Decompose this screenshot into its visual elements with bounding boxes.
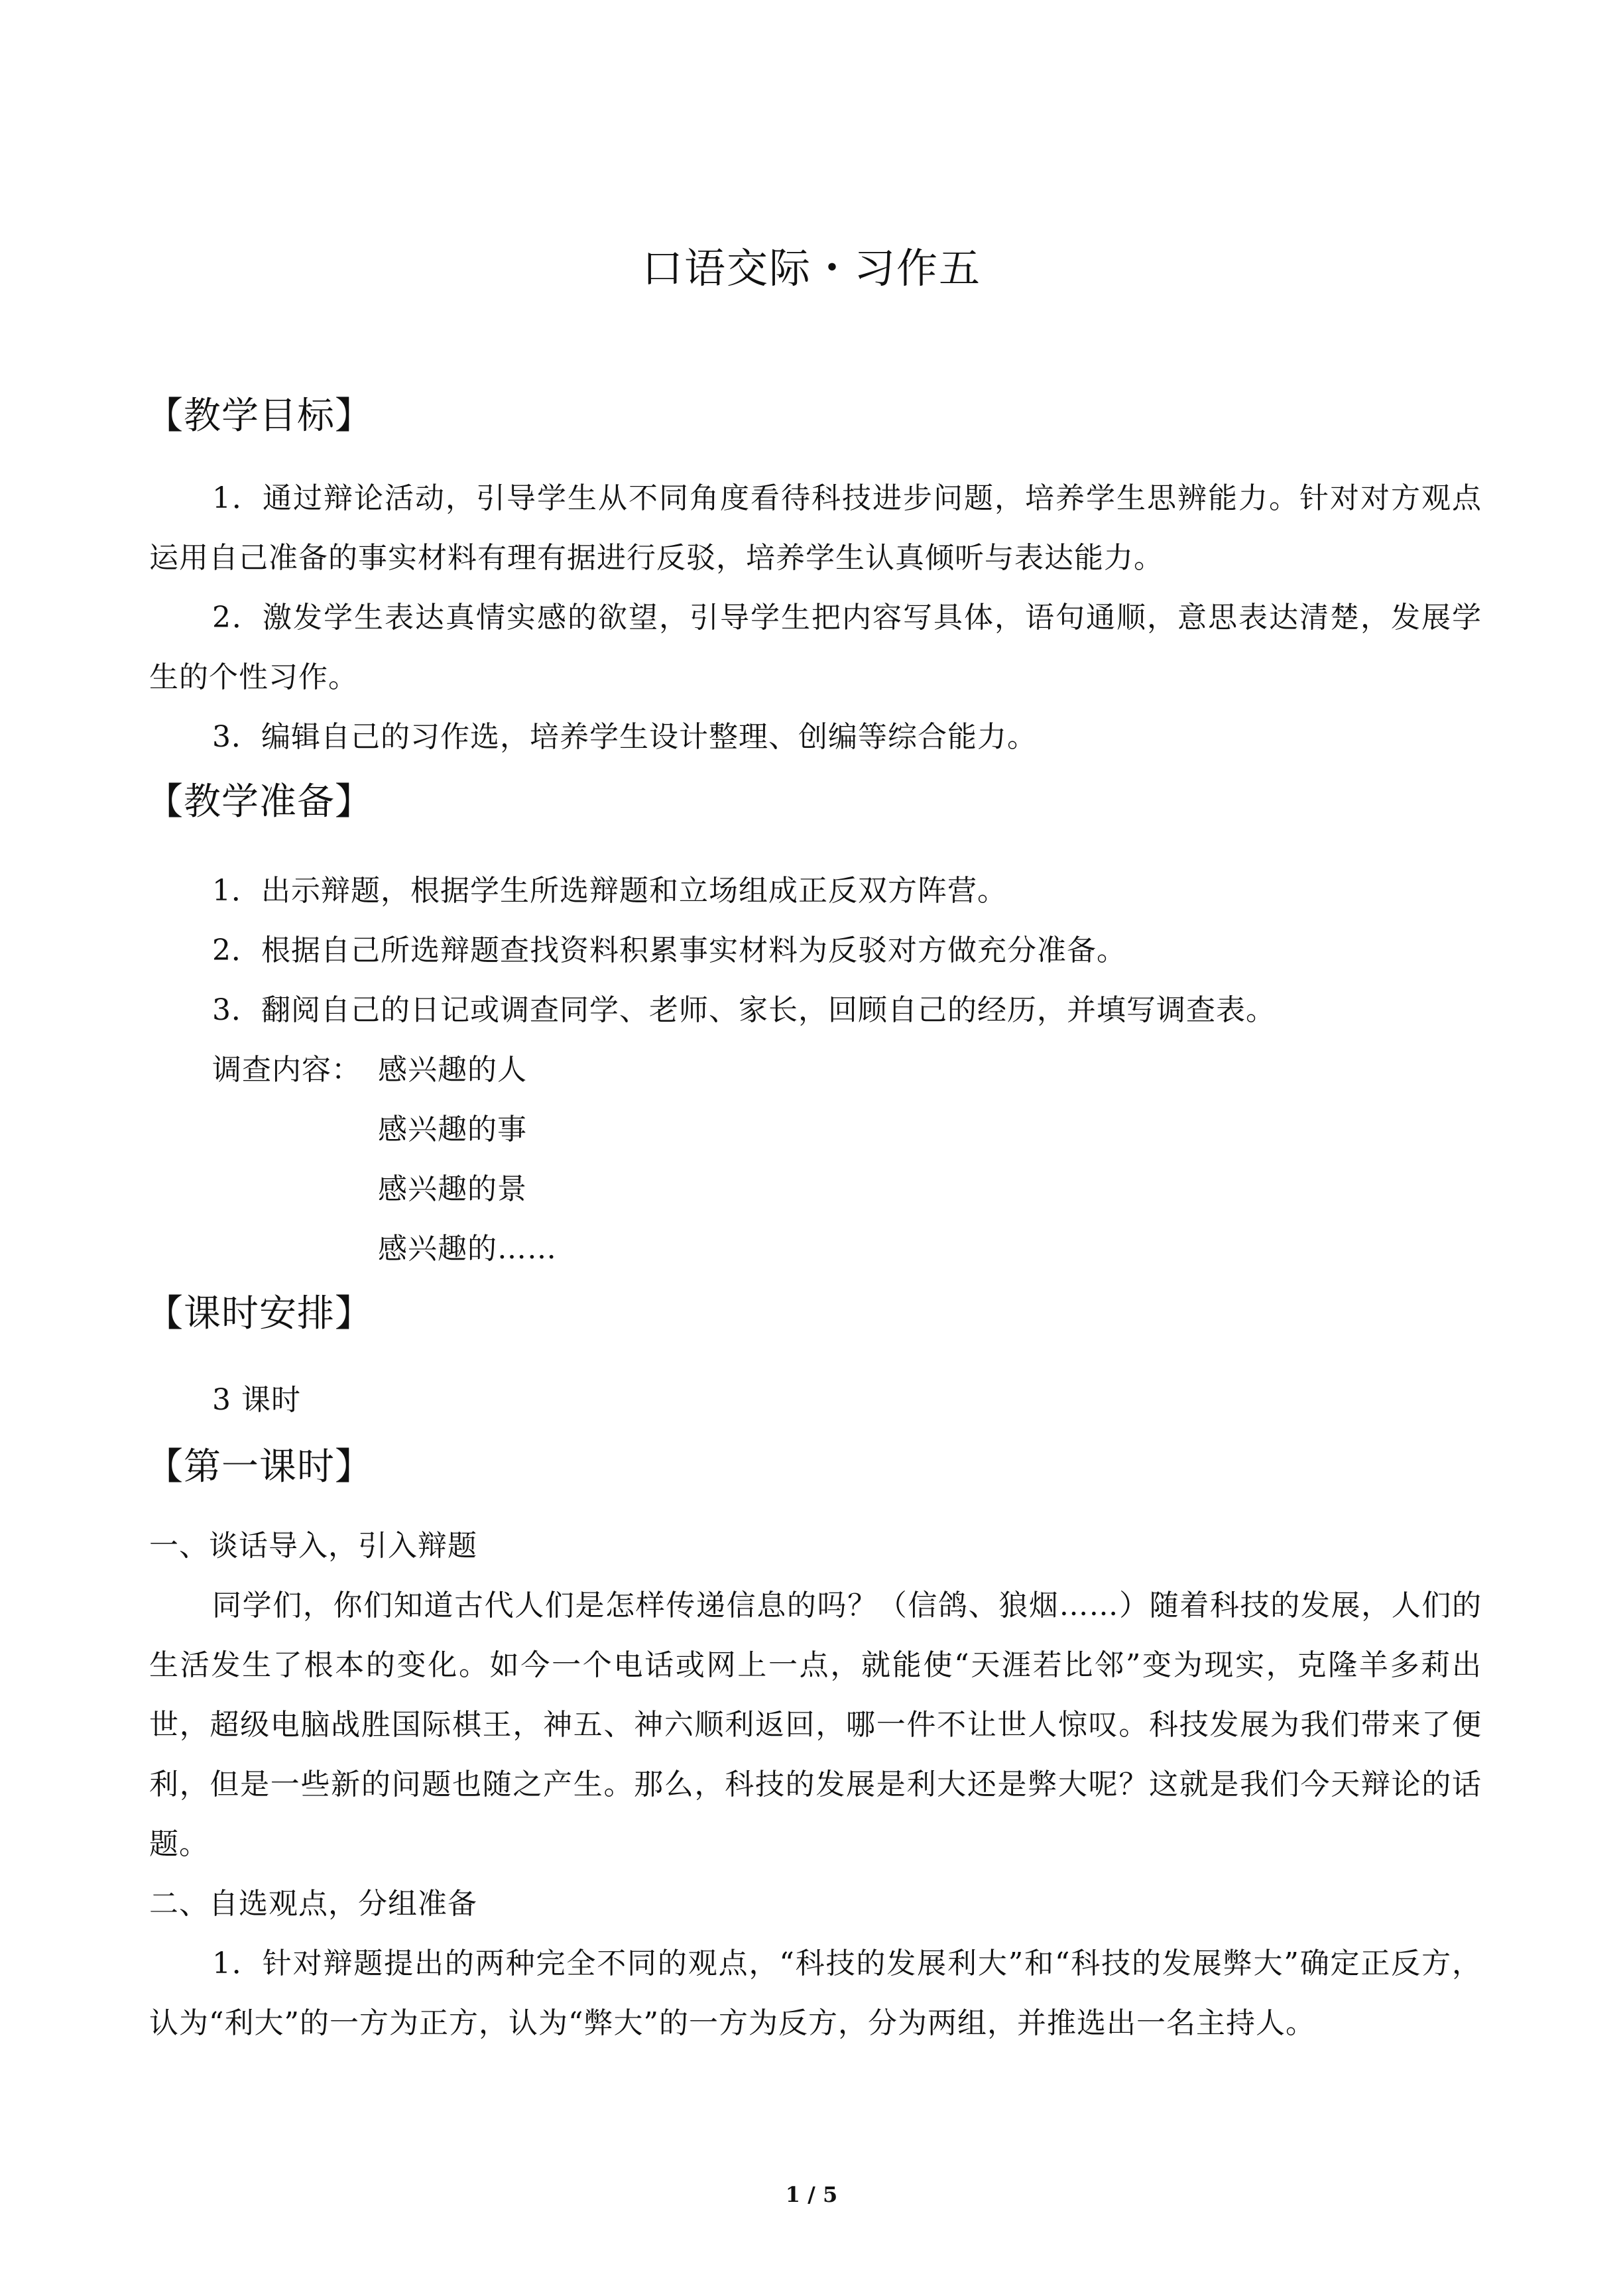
objective-item-3: 3．编辑自己的习作选，培养学生设计整理、创编等综合能力。 [212,720,1037,754]
section-heading-objectives: 【教学目标】 [146,394,373,438]
survey-item-event: 感兴趣的事 [378,1113,527,1146]
survey-label: 调查内容： [212,1053,361,1087]
preparation-item-1: 1．出示辩题，根据学生所选辩题和立场组成正反双方阵营。 [212,874,1007,908]
survey-item-other: 感兴趣的…… [378,1232,557,1266]
preparation-item-3: 3．翻阅自己的日记或调查同学、老师、家长，回顾自己的经历，并填写调查表。 [212,993,1276,1027]
lesson1-part1-text: 同学们，你们知道古代人们是怎样传递信息的吗？（信鸽、狼烟……）随着科技的发展，人们的生活发生了根本的变化。如今一个电话或网上一点，就能使“天涯若比邻”变为现实，克隆羊多莉出世，超级电脑战胜国际棋王，神五、神六顺利返回，哪一件不让世人惊叹。科技发展为我们带来了便利，但是一些新的问题也随之产生。那么，科技的发展是利大还是弊大呢？这就是我们今天辩论的话题。 [149,1589,1482,1861]
objective-item-2: 2．激发学生表达真情实感的欲望，引导学生把内容写具体，语句通顺，意思表达清楚，发展学生的个性习作。 [149,601,1482,694]
lesson1-part2-title: 二、自选观点，分组准备 [149,1887,477,1921]
schedule-text: 3 课时 [212,1383,301,1417]
section-heading-preparation: 【教学准备】 [146,780,373,823]
survey-item-person: 感兴趣的人 [378,1053,527,1087]
lesson1-part1-title: 一、谈话导入，引入辩题 [149,1529,477,1563]
page-number: 1 / 5 [785,2182,838,2207]
survey-item-scenery: 感兴趣的景 [378,1172,527,1206]
objective-item-1: 1．通过辩论活动，引导学生从不同角度看待科技进步问题，培养学生思辨能力。针对对方观点运用自己准备的事实材料有理有据进行反驳，培养学生认真倾听与表达能力。 [149,481,1482,575]
section-heading-schedule: 【课时安排】 [146,1292,373,1335]
section-heading-lesson1: 【第一课时】 [146,1445,373,1488]
preparation-item-2: 2．根据自己所选辩题查找资料积累事实材料为反驳对方做充分准备。 [212,934,1126,967]
page-title: 口语交际・习作五 [641,243,981,292]
lesson1-part2-text: 1．针对辩题提出的两种完全不同的观点，“科技的发展利大”和“科技的发展弊大”确定正反方，认为“利大”的一方为正方，认为“弊大”的一方为反方，分为两组，并推选出一名主持人。 [149,1947,1482,2040]
